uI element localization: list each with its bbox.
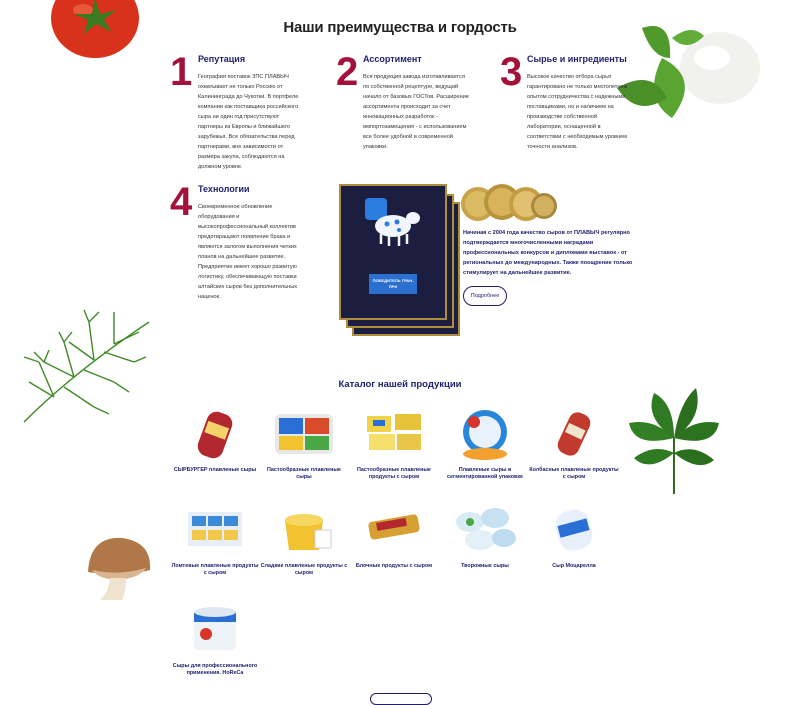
dill-image: [14, 302, 154, 427]
catalog-item[interactable]: [349, 500, 439, 570]
catalog-item[interactable]: [170, 600, 260, 677]
catalog-item[interactable]: [349, 404, 439, 481]
catalog-item[interactable]: [440, 500, 530, 570]
catalog-item[interactable]: [170, 500, 260, 577]
product-image: [359, 500, 429, 558]
catalog-item[interactable]: [259, 404, 349, 481]
plaque-caption-text: ПОБЕДИТЕЛЬ ГРАН-ПРИ: [372, 278, 414, 289]
plaque-caption: [369, 274, 417, 294]
feature-title: Ассортимент: [363, 54, 422, 64]
feature-text: Вся продукция завода изготавливается по собственной рецептуре, ведущий начало от базовых ГОСТов. Расширение ассортимента происходит за счет инновационных разработок - импортозамещения - с использованием все более удобной и современной упаковки.: [363, 74, 469, 150]
feature-text: География поставок ЗПС ПЛАВЫЧ охватывает не только Россию от Калининграда до Чукотки. В портфеле компании как поставщика российского сыра ни один год присутствуют партнеры из Европы и ближайшего зарубежья. Все обязательства перед партнерами, вне зависимости от размера закупа, соблюдаются на должном уровне.: [198, 74, 299, 170]
catalog-item-label: Пастообразные плавленые сыры: [267, 467, 341, 480]
feature-title: Сырье и ингредиенты: [527, 54, 627, 64]
product-image: [180, 600, 250, 658]
catalog-item-label: Сыры для профессионального применения. HoReCa: [172, 663, 258, 676]
feature-number: 1: [170, 50, 193, 94]
product-image: [450, 404, 520, 462]
catalog-item-label: Пастообразные плавленые продукты с сыром: [357, 467, 431, 480]
catalog-item[interactable]: [440, 404, 530, 481]
more-products-button[interactable]: [370, 693, 432, 705]
cow-logo-icon: [359, 192, 425, 248]
product-image: [180, 500, 250, 558]
feature-text: Высокое качество отбора сырья гарантировано не только многолетним опытом сотрудничества с надежными поставщиками, но и наличием на производстве собственной лаборатории, оснащенной в соответствии с необходимым уровнем точности анализов.: [527, 74, 628, 150]
catalog-item[interactable]: [170, 404, 260, 474]
feature-number: 4: [170, 180, 193, 224]
catalog-title: Каталог нашей продукции: [338, 379, 462, 390]
catalog-item-label: Творожные сыры: [461, 563, 509, 569]
catalog-item-label: Колбасные плавленые продукты с сыром: [529, 467, 619, 480]
catalog-item-label: Блочные продукты с сыром: [355, 563, 433, 569]
feature-title: Репутация: [198, 54, 246, 64]
catalog-item[interactable]: [529, 500, 619, 570]
more-button[interactable]: Подробнее: [463, 286, 507, 306]
catalog-item-label: Сыр Моцарелла: [552, 563, 596, 569]
product-image: [539, 404, 609, 462]
section-title: Наши преимущества и гордость: [283, 19, 517, 36]
feature-title: Технологии: [198, 184, 250, 194]
catalog-item-label: Плавленые сыры в сегментированной упаковке: [446, 467, 524, 480]
catalog-item-label: Ломтевые плавленые продукты с сыром: [171, 563, 259, 576]
award-plaque: [339, 184, 447, 320]
product-image: [180, 404, 250, 462]
catalog-item-label: СЫРБУРГЕР плавленые сыры: [173, 467, 257, 473]
parsley-image: [624, 378, 722, 496]
product-image: [450, 500, 520, 558]
feature-number: 3: [500, 50, 523, 94]
awards-text: Начиная с 2004 года качество сыров от ПЛАВЫЧ регулярно подтверждается многочисленными наградами профессиональных конкурсов и дипломами выставок - от региональных до международных. Также поощрение только стимулирует на дальнейшее развитие.: [463, 230, 633, 276]
product-image: [269, 404, 339, 462]
feature-number: 2: [336, 50, 359, 94]
product-image: [359, 404, 429, 462]
product-image: [539, 500, 609, 558]
mushroom-image: [80, 534, 155, 602]
medals-image: [460, 182, 558, 228]
feature-text: Своевременное обновление оборудования и высокопрофессиональный коллектив предотвращают появление брака и являются залогом выполнения четких планов на дальнейшее развитие. Предприятие имеет хорошо развитую логистику, обеспечивающую поставки алтайских сыров без дополнительных наценок.: [198, 204, 298, 300]
product-image: [269, 500, 339, 558]
catalog-item[interactable]: [259, 500, 349, 577]
catalog-item[interactable]: [529, 404, 619, 481]
catalog-item-label: Сладкие плавленые продукты с сыром: [260, 563, 348, 576]
